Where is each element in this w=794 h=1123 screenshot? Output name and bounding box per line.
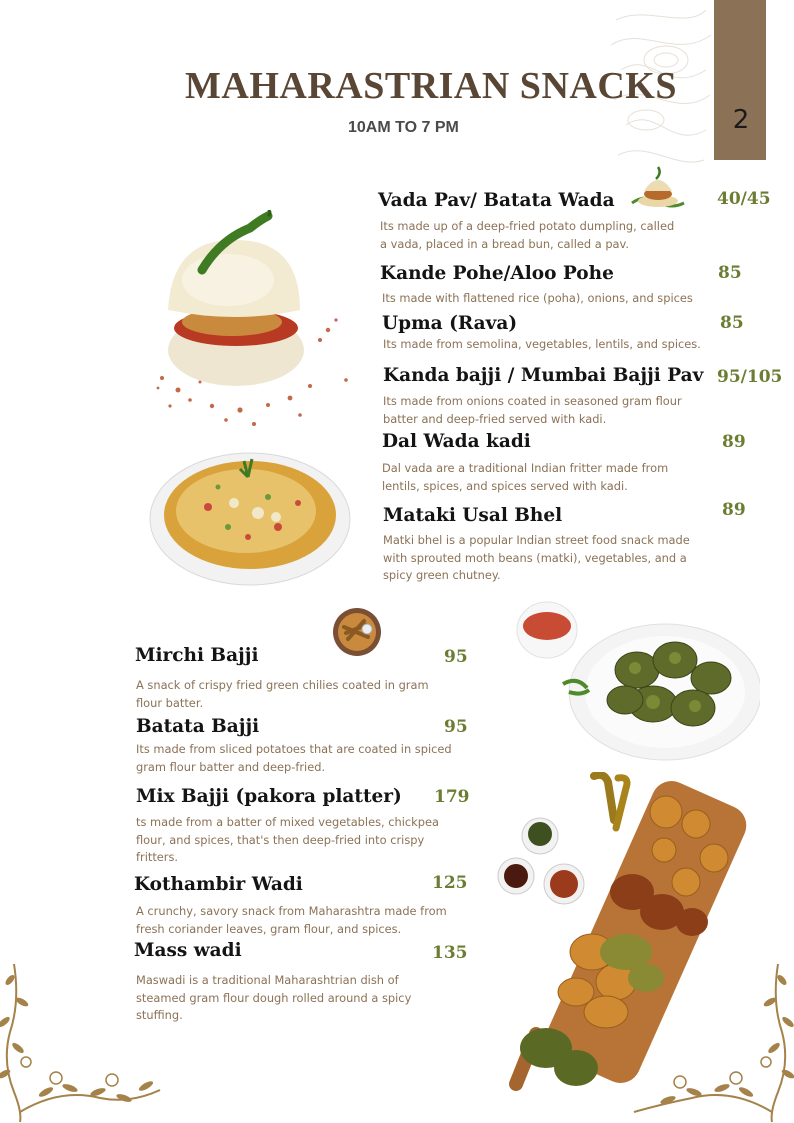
item-desc-mass-wadi: Maswadi is a traditional Maharashtrian dish of steamed gram flour dough rolled around a spicy stuffing.	[136, 973, 412, 1022]
matki-bhel-photo	[148, 447, 352, 587]
item-name-vada-pav: Vada Pav/ Batata Wada	[378, 190, 615, 211]
item-desc-batata-bajji: Its made from sliced potatoes that are coated in spiced gram flour batter and deep-fried.	[136, 742, 452, 774]
item-desc-upma: Its made from semolina, vegetables, lentils, and spices.	[383, 337, 701, 351]
item-desc-dal-wada: Dal vada are a traditional Indian fritter made from lentils, spices, and spices served with kadi.	[382, 461, 669, 493]
floral-vine-bottom-right-decoration	[632, 962, 794, 1123]
item-desc-vada-pav: Its made up of a deep-fried potato dumpling, called a vada, placed in a bread bun, called a pav.	[380, 219, 675, 251]
item-desc-mix-bajji: ts made from a batter of mixed vegetables, chickpea flour, and spices, that's then deep-fried into crispy fritters.	[136, 815, 439, 864]
item-price-mataki-usal: 89	[722, 500, 746, 520]
item-desc-mirchi-bajji: A snack of crispy fried green chilies coated in gram flour batter.	[136, 678, 429, 710]
item-price-kande-pohe: 85	[718, 263, 742, 283]
item-price-upma: 85	[720, 313, 744, 333]
item-price-kothambir-wadi: 125	[432, 873, 468, 893]
mirchi-bajji-bowl-photo	[332, 607, 382, 657]
kothambir-wadi-photo	[515, 600, 760, 762]
item-name-mirchi-bajji: Mirchi Bajji	[135, 645, 259, 666]
item-name-upma: Upma (Rava)	[382, 313, 518, 334]
vada-pav-photo	[150, 210, 360, 435]
menu-title: MAHARASTRIAN SNACKS	[185, 65, 677, 107]
opening-hours: 10AM TO 7 PM	[348, 119, 459, 136]
item-price-mix-bajji: 179	[434, 787, 470, 807]
item-name-dal-wada: Dal Wada kadi	[382, 431, 531, 452]
vada-pav-small-photo	[626, 163, 688, 213]
item-desc-kothambir-wadi: A crunchy, savory snack from Maharashtra made from fresh coriander leaves, gram flour, and spices.	[136, 904, 447, 936]
item-price-dal-wada: 89	[722, 432, 746, 452]
item-name-mass-wadi: Mass wadi	[134, 940, 242, 961]
page-number: 2	[732, 105, 750, 135]
item-name-mataki-usal: Mataki Usal Bhel	[383, 505, 563, 526]
item-desc-kande-pohe: Its made with flattened rice (poha), onions, and spices	[382, 291, 693, 305]
item-price-batata-bajji: 95	[444, 717, 468, 737]
item-name-kande-pohe: Kande Pohe/Aloo Pohe	[380, 263, 614, 284]
item-price-mass-wadi: 135	[432, 943, 468, 963]
floral-vine-bottom-left-decoration	[0, 962, 162, 1123]
item-desc-mataki-usal: Matki bhel is a popular Indian street food snack made with sprouted moth beans (matki), vegetables, and a spicy green chutney.	[383, 533, 690, 582]
item-name-kanda-bajji: Kanda bajji / Mumbai Bajji Pav	[383, 365, 704, 386]
item-name-batata-bajji: Batata Bajji	[136, 716, 260, 737]
item-desc-kanda-bajji: Its made from onions coated in seasoned gram flour batter and deep-fried served with kadi.	[383, 394, 682, 426]
item-price-vada-pav: 40/45	[717, 189, 771, 209]
item-price-kanda-bajji: 95/105	[717, 367, 783, 387]
item-price-mirchi-bajji: 95	[444, 647, 468, 667]
item-name-mix-bajji: Mix Bajji (pakora platter)	[136, 786, 402, 807]
item-name-kothambir-wadi: Kothambir Wadi	[134, 874, 303, 895]
